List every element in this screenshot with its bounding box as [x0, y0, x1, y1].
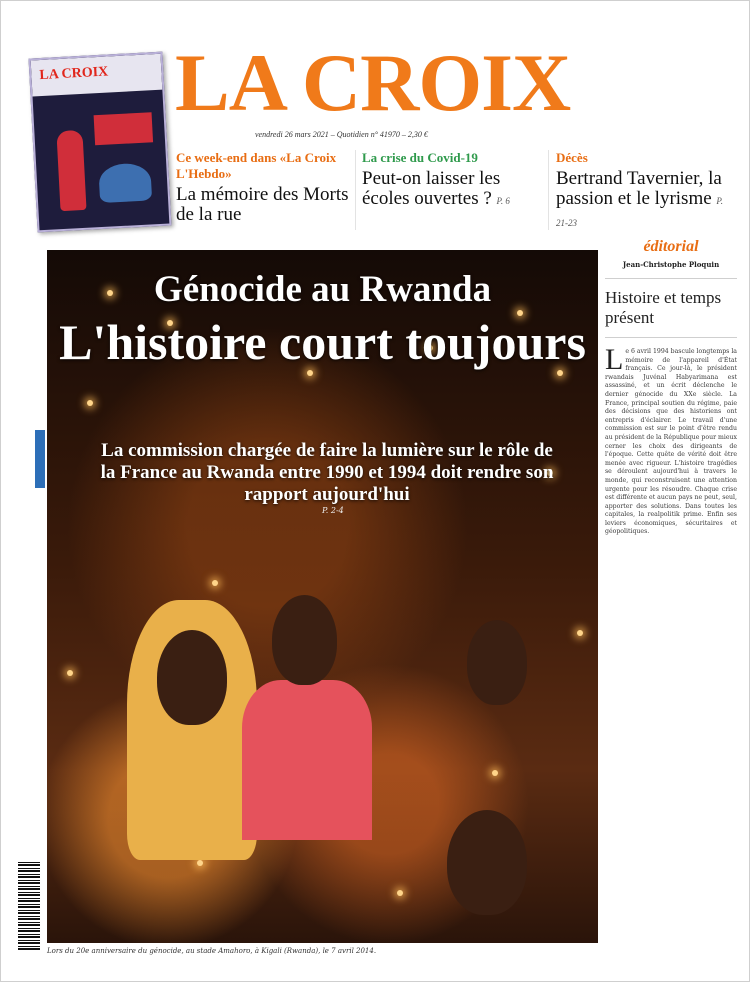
lead-deck: La commission chargée de faire la lumière sur le rôle de la France au Rwanda entre 1990 et 1994 doit rendre son rapport aujourd'hui — [100, 440, 554, 505]
editorial-column — [605, 238, 737, 537]
lead-headline: L'histoire court toujours — [59, 314, 586, 370]
editorial-body: Le 6 avril 1994 bascule longtemps la mémoire de l'appareil d'État français. Ce jour-là, le président rwandais Juvénal Habyarimana est assassiné, et un écrit déclenche le dernier génocide du XXe siècle. La France, principal soutien du régime, paie des décisions que des historiens ont entrepris d'éclairer. Le travail d'une commission est sur le point d'être rendu au président de la République pour mieux cerner les choix des dirigeants de l'époque. Cette quête de vérité doit être menée avec rigueur. L'histoire tragédies se déroulent aujourd'hui à travers le monde, qui reconstruisent une attention urgente pour les résoudre. Chaque crise est différente et aucun pays ne peut, seul, apporter des solutions. Dans toutes les capitales, la realpolitik prime. Enfin ses leviers économiques, sécuritaires et géopolitiques. — [605, 343, 737, 536]
lead-kicker: Génocide au Rwanda — [153, 269, 492, 310]
magazine-tent — [98, 162, 152, 203]
magazine-cover-thumbnail[interactable] — [29, 52, 172, 233]
teaser-hebdo[interactable] — [176, 150, 352, 225]
divider — [605, 278, 737, 279]
editorial-label: éditorial — [643, 238, 699, 255]
person-face — [272, 595, 337, 685]
editorial-title[interactable]: Histoire et temps présent — [605, 288, 722, 327]
person-shirt — [242, 680, 372, 840]
drop-cap: L — [605, 343, 624, 376]
person-face — [467, 620, 527, 705]
teaser-tavernier[interactable] — [556, 150, 736, 233]
teaser-headline: La mémoire des Morts de la rue — [176, 184, 349, 225]
teaser-kicker: Ce week-end dans «La Croix L'Hebdo» — [176, 150, 337, 181]
lead-photo[interactable] — [47, 250, 598, 943]
photo-caption: Lors du 20e anniversaire du génocide, au stade Amahoro, à Kigali (Rwanda), le 7 avril 2014. — [47, 947, 377, 955]
dateline: vendredi 26 mars 2021 – Quotidien n° 41970 – 2,30 € — [255, 130, 428, 139]
teaser-headline: Bertrand Tavernier, la passion et le lyrisme P. 21-23 — [556, 168, 724, 228]
magazine-figure — [56, 130, 86, 211]
teaser-covid[interactable] — [362, 150, 544, 211]
editorial-author: Jean-Christophe Ploquin — [622, 260, 720, 269]
page-reference: P. 6 — [496, 196, 510, 206]
person-face — [447, 810, 527, 915]
teaser-headline: Peut-on laisser les écoles ouvertes ? P. 6 — [362, 168, 510, 209]
teaser-kicker: Décès — [556, 150, 588, 165]
lead-page-reference: P. 2-4 — [322, 506, 344, 515]
barcode — [18, 860, 40, 950]
masthead-logo: LA CROIX — [175, 37, 571, 128]
person-face — [157, 630, 227, 725]
magazine-title: LA CROIX — [39, 64, 109, 84]
divider — [605, 337, 737, 338]
magazine-headline-block — [94, 112, 153, 145]
page-reference: P. 21-23 — [556, 196, 724, 228]
teaser-divider — [548, 150, 549, 230]
teaser-kicker: La crise du Covid-19 — [362, 150, 478, 165]
side-tag — [35, 430, 45, 488]
teaser-divider — [355, 150, 356, 230]
